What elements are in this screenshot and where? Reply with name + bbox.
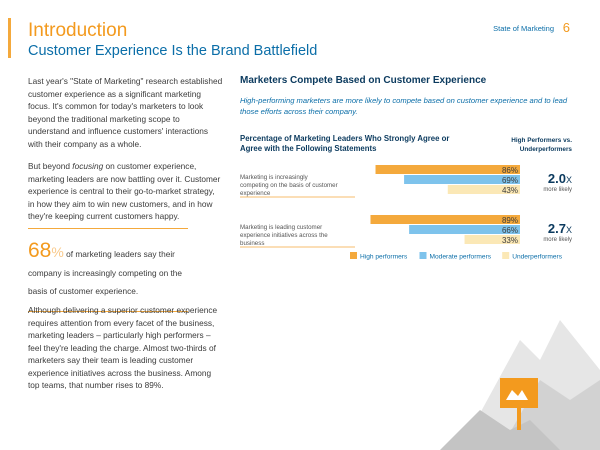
page-title: Introduction <box>28 20 128 41</box>
paragraph-3: Although delivering a superior customer experience requires attention from every facet of the business, marketing leaders – particularly high performers – feel they're leading the charge. Almost two-thirds of marketers say their team is leading customer experience initiatives across the business. Among top teams, that number rises to 89%. <box>28 305 218 390</box>
page-subtitle: Customer Experience Is the Brand Battlefield <box>28 43 318 59</box>
multiplier-value: 2.0X <box>547 171 572 186</box>
legend-label: High performers <box>360 253 408 261</box>
category-label: Marketing is leading customer experience initiatives across the business <box>240 224 328 247</box>
mountain-illustration <box>440 280 600 450</box>
signpost-icon <box>500 378 538 408</box>
data-label: 33% <box>501 236 518 245</box>
page-number: 6 <box>562 20 570 35</box>
data-label: 89% <box>501 216 518 225</box>
paragraph-1: Last year's "State of Marketing" research established customer experience as a significant marketing focus. It's common for today's marketers to look beyond the traditional marketing scope to understand and influence customers' interactions with their company as a whole. <box>28 76 223 149</box>
legend-swatch <box>420 252 427 259</box>
data-label: 66% <box>501 226 518 235</box>
bar-high-performers <box>376 165 520 174</box>
stat-unit: % <box>51 244 64 260</box>
data-label: 69% <box>501 176 518 185</box>
bar-high-performers <box>370 215 520 224</box>
stat-text: of marketing leaders say their company is increasingly competing on the basis of customer experience. <box>28 249 183 296</box>
category-label: Marketing is increasingly competing on the basis of customer experience <box>240 174 338 197</box>
legend-swatch <box>502 252 509 259</box>
section-subheading: High-performing marketers are more likely to compete based on customer experience and to lead those efforts across their company. <box>240 96 568 116</box>
data-label: 43% <box>501 186 518 195</box>
legend-swatch <box>350 252 357 259</box>
multiplier-value: 2.7X <box>547 221 572 236</box>
legend-label: Underperformers <box>512 253 563 261</box>
stat-value: 68 <box>28 239 52 262</box>
multiplier-note: more likely <box>543 237 572 243</box>
paragraph-2: But beyond focusing on customer experience, marketing leaders are now battling over it. Customer experience is central to their go-to-market strategy, in how they aim to win new customers, and in how they're keeping current customers happy. <box>28 161 221 221</box>
chart-title: Percentage of Marketing Leaders Who Strongly Agree or Agree with the Following Statements <box>240 134 450 153</box>
report-label: State of Marketing <box>493 24 554 33</box>
section-heading: Marketers Compete Based on Customer Experience <box>240 75 487 86</box>
data-label: 86% <box>501 166 518 175</box>
legend-label: Moderate performers <box>429 253 492 261</box>
chart-right-header: High Performers vs. Underperformers <box>511 137 572 153</box>
multiplier-note: more likely <box>543 187 572 193</box>
